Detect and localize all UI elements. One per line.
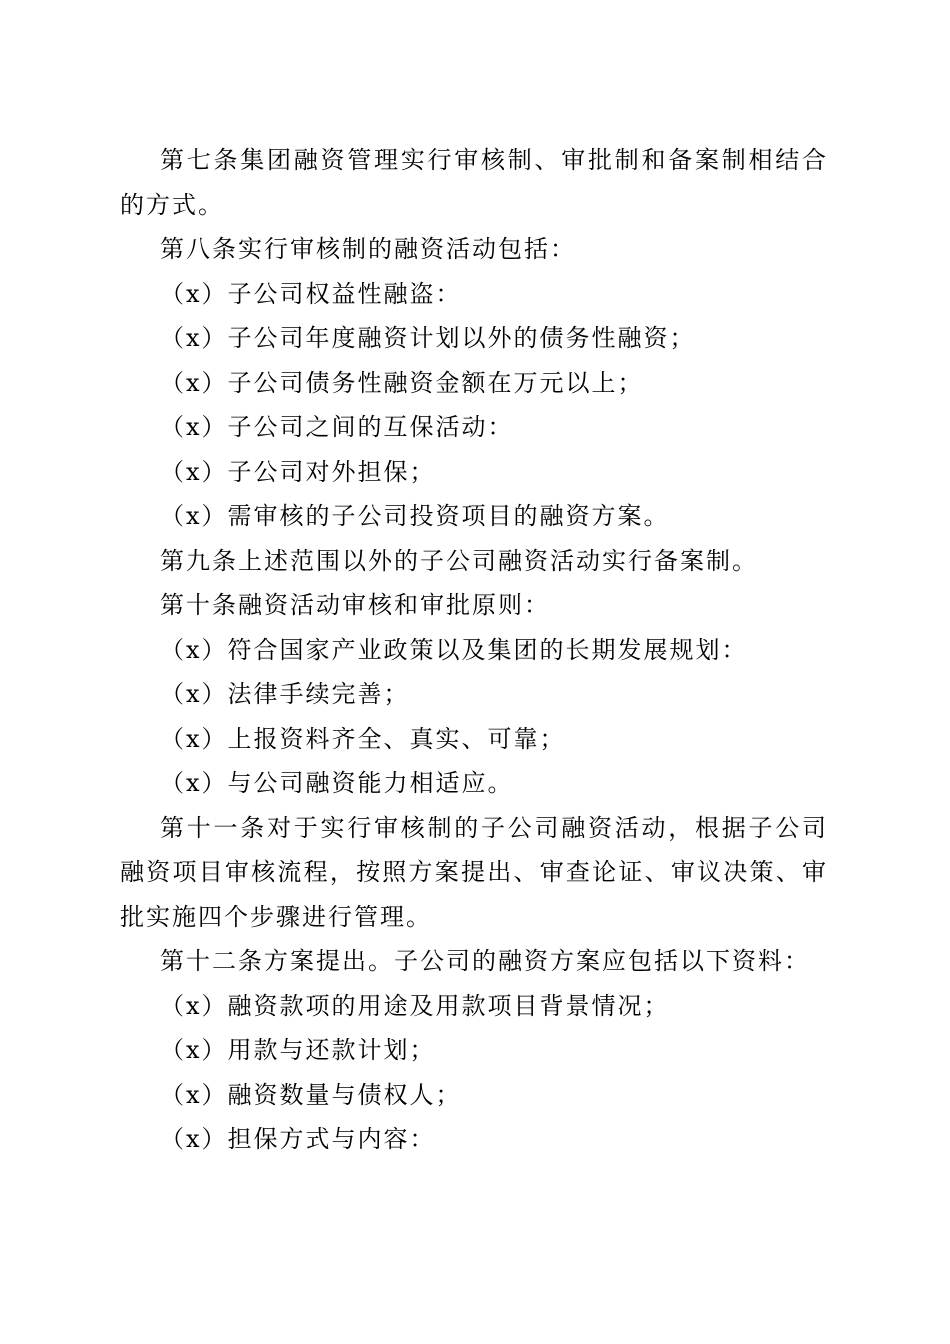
document-body [120, 138, 828, 1162]
list-item: （x）子公司对外担保； [160, 457, 436, 486]
paragraph-article-7: 第七条集团融资管理实行审核制、审批制和备案制相结合的方式。 [120, 146, 828, 219]
paragraph-article-9: 第九条上述范围以外的子公司融资活动实行备案制。 [160, 546, 758, 575]
list-item: （x）子公司年度融资计划以外的债务性融资； [160, 324, 696, 352]
list-item: （x）担保方式与内容： [160, 1125, 436, 1153]
list-item: （x）上报资料齐全、真实、可靠； [160, 724, 566, 753]
list-item: （x）用款与还款计划； [160, 1036, 436, 1064]
list-item: （x）融资款项的用途及用款项目背景情况； [160, 991, 670, 1020]
paragraph-article-11: 第十一条对于实行审核制的子公司融资活动，根据子公司融资项目审核流程，按照方案提出、审查论证、审议决策、审批实施四个步骤进行管理。 [120, 813, 828, 931]
list-item: （x）与公司融资能力相适应。 [160, 769, 514, 797]
paragraph-article-12: 第十二条方案提出。子公司的融资方案应包括以下资料： [160, 947, 810, 975]
paragraph-article-10: 第十条融资活动审核和审批原则： [160, 591, 550, 619]
list-item: （x）融资数量与债权人； [160, 1080, 462, 1109]
list-item: （x）子公司权益性融盗： [160, 279, 462, 308]
list-item: （x）需审核的子公司投资项目的融资方案。 [160, 502, 670, 530]
paragraph-article-8: 第八条实行审核制的融资活动包括： [160, 235, 576, 263]
list-item: （x）子公司债务性融资金额在万元以上； [160, 368, 644, 397]
list-item: （x）符合国家产业政策以及集团的长期发展规划： [160, 635, 748, 664]
list-item: （x）法律手续完善； [160, 680, 410, 708]
list-item: （x）子公司之间的互保活动： [160, 413, 514, 441]
